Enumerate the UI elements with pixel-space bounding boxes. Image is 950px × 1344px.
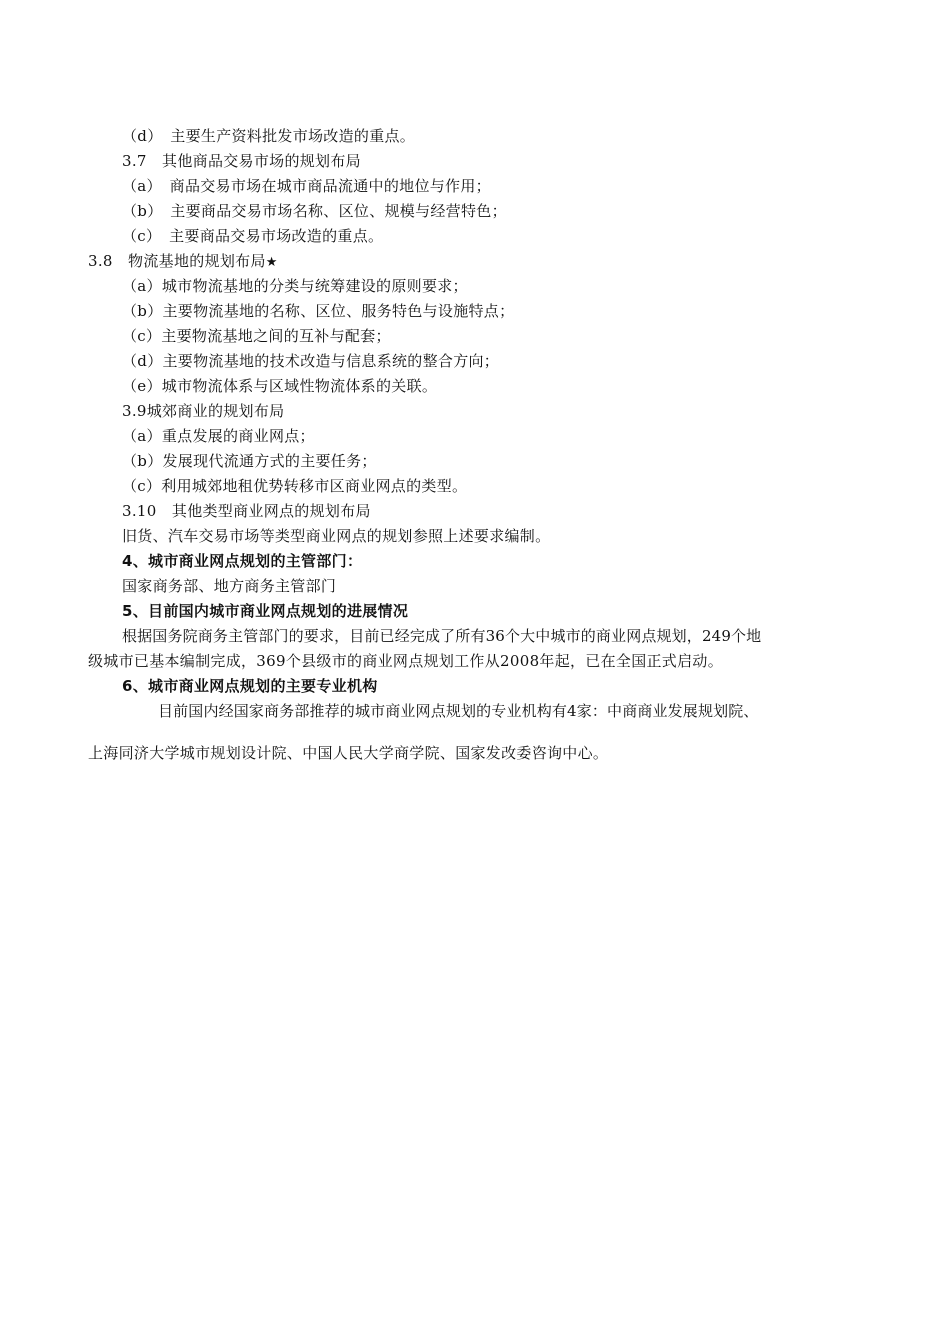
item-3-9-b: （b）发展现代流通方式的主要任务； — [122, 452, 377, 470]
body-6-line-1: 目前国内经国家商务部推荐的城市商业网点规划的专业机构有4家：中商商业发展规划院、 — [158, 702, 759, 720]
item-3-6-d: （d） 主要生产资料批发市场改造的重点。 — [122, 127, 416, 145]
body-6-line-2: 上海同济大学城市规划设计院、中国人民大学商学院、国家发改委咨询中心。 — [88, 744, 609, 762]
item-3-8-c: （c）主要物流基地之间的互补与配套； — [122, 327, 391, 345]
body-4: 国家商务部、地方商务主管部门 — [122, 577, 337, 595]
body-3-10: 旧货、汽车交易市场等类型商业网点的规划参照上述要求编制。 — [122, 527, 551, 545]
star-mark: ★ — [265, 255, 278, 270]
heading-3-7: 3.7 其他商品交易市场的规划布局 — [122, 152, 361, 170]
heading-3-10: 3.10 其他类型商业网点的规划布局 — [122, 502, 371, 520]
body-5-line-1: 根据国务院商务主管部门的要求，目前已经完成了所有36个大中城市的商业网点规划，249个地 — [122, 627, 762, 645]
item-3-9-c: （c）利用城郊地租优势转移市区商业网点的类型。 — [122, 477, 468, 495]
heading-3-8-text: 3.8 物流基地的规划布局 — [88, 252, 266, 270]
body-5-line-2: 级城市已基本编制完成，369个县级市的商业网点规划工作从2008年起，已在全国正式启动。 — [88, 652, 724, 670]
item-3-8-e: （e）城市物流体系与区域性物流体系的关联。 — [122, 377, 438, 395]
item-3-8-b: （b）主要物流基地的名称、区位、服务特色与设施特点； — [122, 302, 515, 320]
heading-4: 4、城市商业网点规划的主管部门： — [122, 552, 363, 570]
heading-5: 5、目前国内城市商业网点规划的进展情况 — [122, 602, 409, 620]
item-3-8-d: （d）主要物流基地的技术改造与信息系统的整合方向； — [122, 352, 500, 370]
item-3-7-b: （b） 主要商品交易市场名称、区位、规模与经营特色； — [122, 202, 507, 220]
item-3-7-a: （a） 商品交易市场在城市商品流通中的地位与作用； — [122, 177, 491, 195]
heading-6: 6、城市商业网点规划的主要专业机构 — [122, 677, 378, 695]
heading-3-8 — [88, 251, 278, 273]
item-3-9-a: （a）重点发展的商业网点； — [122, 427, 315, 445]
item-3-7-c: （c） 主要商品交易市场改造的重点。 — [122, 227, 384, 245]
item-3-8-a: （a）城市物流基地的分类与统筹建设的原则要求； — [122, 277, 468, 295]
heading-3-9: 3.9城郊商业的规划布局 — [122, 402, 285, 420]
